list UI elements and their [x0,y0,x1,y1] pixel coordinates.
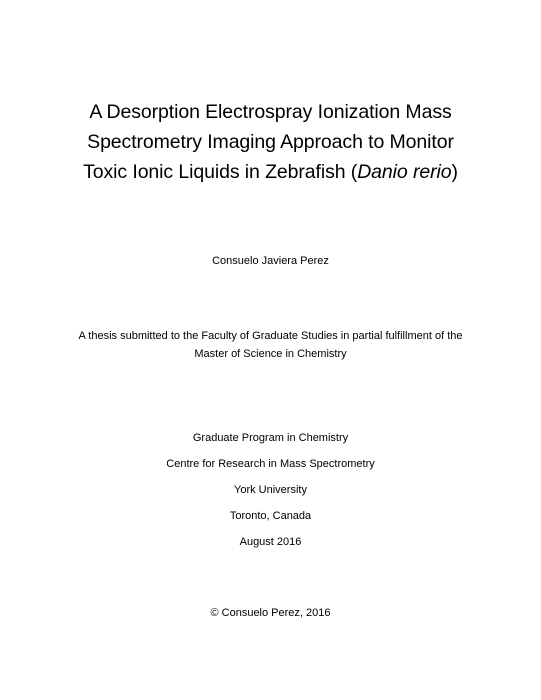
title-line-3-prefix: Toxic Ionic Liquids in Zebrafish ( [83,161,358,183]
species-name: Danio rerio [357,161,452,183]
statement-line-1: A thesis submitted to the Faculty of Graduate Studies in partial fulfillment of the [78,330,463,342]
title-line-2: Spectrometry Imaging Approach to Monitor [87,131,454,153]
title-line-3-suffix: ) [451,161,458,183]
title-line-1: A Desorption Electrospray Ionization Mass [89,101,452,123]
university: York University [234,484,307,496]
author-name: Consuelo Javiera Perez [212,255,329,267]
submission-date: August 2016 [239,536,302,548]
copyright-notice: © Consuelo Perez, 2016 [210,607,331,619]
graduate-program: Graduate Program in Chemistry [192,432,349,444]
title-line-3 [0,157,541,187]
statement-line-2: Master of Science in Chemistry [194,348,347,360]
affiliation-block [0,425,541,555]
thesis-title [0,97,541,187]
research-centre: Centre for Research in Mass Spectrometry [166,458,375,470]
thesis-statement [0,327,541,363]
location: Toronto, Canada [229,510,312,522]
